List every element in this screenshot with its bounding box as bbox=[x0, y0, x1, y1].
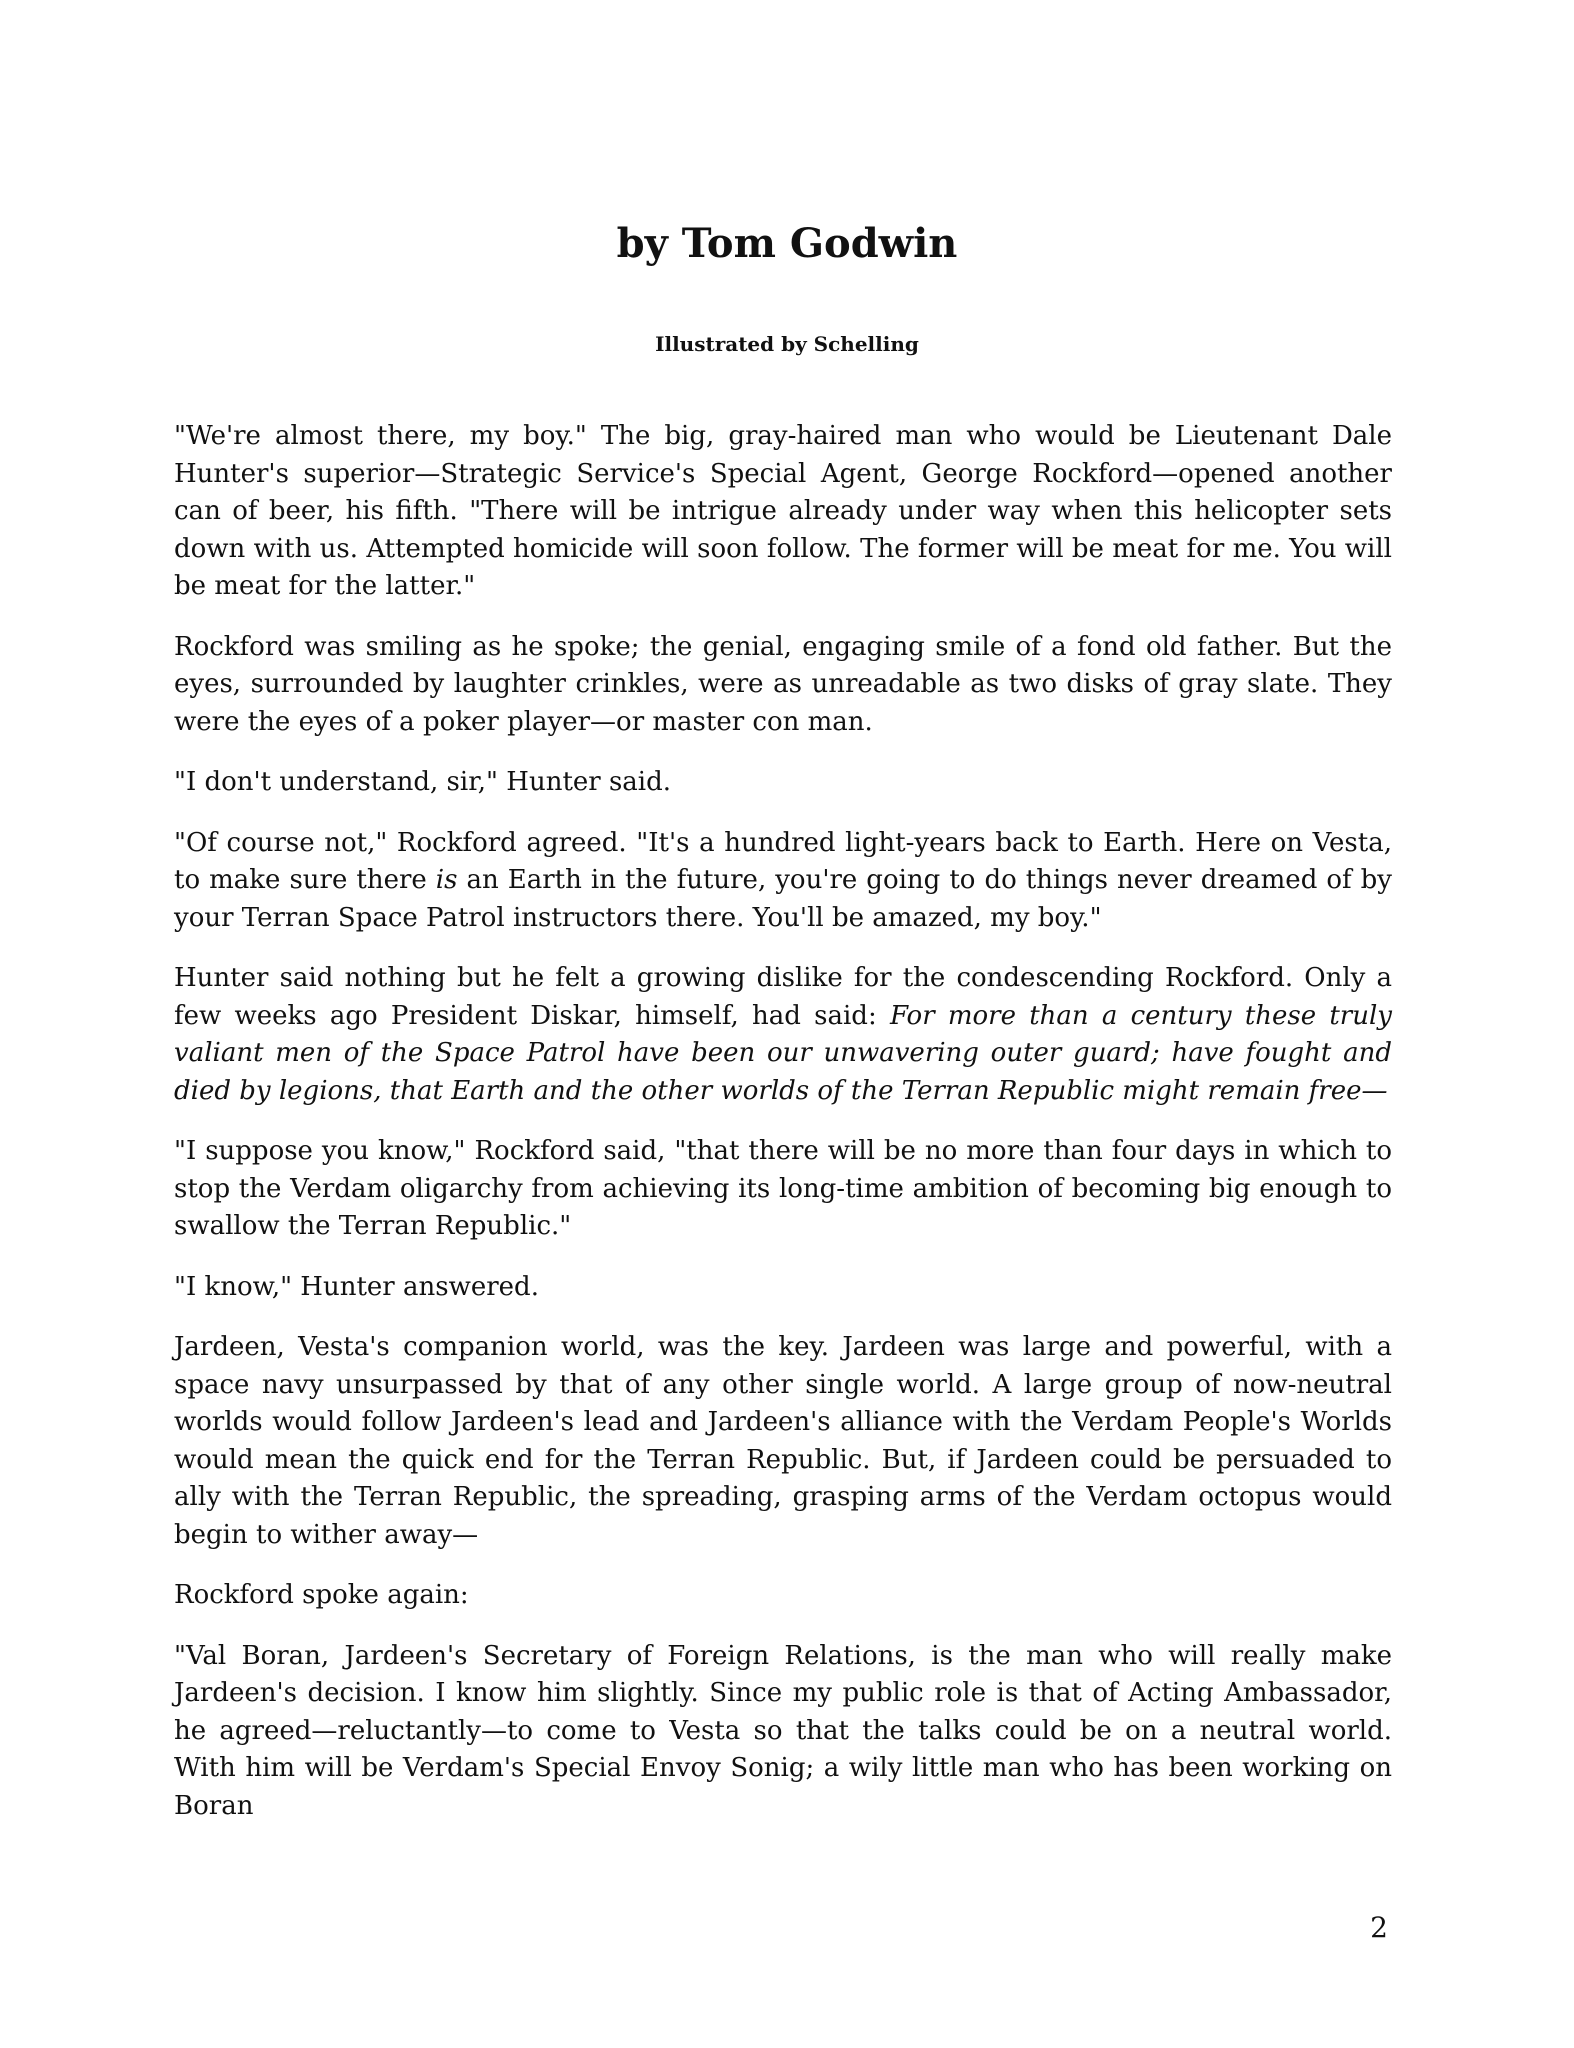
text-run: "I don't understand, sir," Hunter said. bbox=[174, 767, 672, 797]
paragraph bbox=[174, 764, 1392, 802]
text-run: Hunter said nothing but he felt a growing dislike for the condescending Rockford. Only a few weeks ago President Diskar, himself, had said: bbox=[174, 963, 1392, 1031]
page-number: 2 bbox=[1370, 1911, 1388, 1944]
text-run: an Earth in the future, you're going to do things never dreamed of by your Terran Space Patrol instructors there. You'll be amazed, my boy." bbox=[174, 865, 1392, 933]
text-run: Rockford was smiling as he spoke; the genial, engaging smile of a fond old father. But the eyes, surrounded by laughter crinkles, were as unreadable as two disks of gray slate. They were the eyes of a poker player—or master con man. bbox=[174, 631, 1392, 737]
text-run: "I know," Hunter answered. bbox=[174, 1271, 539, 1302]
text-run: "We're almost there, my boy." The big, gray-haired man who would be Lieutenant Dale Hunter's superior—Strategic Service's Special Agent, George Rockford—opened another can of beer, his fifth. "There will be intrigue already under way when this helicopter sets down with us. Attempted homicide will soon follow. The former will be meat for me. You will be meat for the latter." bbox=[174, 421, 1392, 601]
italic-text: is bbox=[435, 865, 458, 895]
paragraph bbox=[174, 1133, 1392, 1246]
paragraph bbox=[174, 1329, 1392, 1554]
paragraph bbox=[174, 629, 1392, 742]
text-run: Jardeen, Vesta's companion world, was the key. Jardeen was large and powerful, with a space navy unsurpassed by that of any other single world. A large group of now-neutral worlds would follow Jardeen's lead and Jardeen's alliance with the Verdam People's Worlds would mean the quick end for the Terran Republic. But, if Jardeen could be persuaded to ally with the Terran Republic, the spreading, grasping arms of the Verdam octopus would begin to wither away— bbox=[174, 1332, 1392, 1550]
paragraph bbox=[174, 1638, 1392, 1826]
byline: by Tom Godwin bbox=[616, 220, 958, 267]
text-run: "Val Boran, Jardeen's Secretary of Foreign Relations, is the man who will really make Jardeen's decision. I know him slightly. Since my public role is that of Acting Ambassador, he agreed—reluctantly—to come to Vesta so that the talks could be on a neutral world. With him will be Verdam's Special Envoy Sonig; a wily little man who has been working on Boran bbox=[174, 1640, 1392, 1821]
paragraph bbox=[174, 960, 1392, 1110]
illustrator-credit: Illustrated by Schelling bbox=[655, 332, 919, 356]
paragraph bbox=[174, 418, 1392, 606]
paragraph bbox=[174, 825, 1392, 938]
text-run: Rockford spoke again: bbox=[174, 1580, 469, 1610]
italic-text: For more than a century these truly valiant men of the Space Patrol have been our unwavering outer guard; have fought and died by legions, that Earth and the other worlds of the Terran Republic might remain free— bbox=[174, 1000, 1392, 1106]
paragraph bbox=[174, 1577, 1392, 1615]
paragraph bbox=[174, 1269, 1392, 1307]
text-run: "Of course not," Rockford agreed. "It's a hundred light-years back to Earth. Here on Vesta, to make sure there bbox=[174, 827, 1392, 895]
text-run: "I suppose you know," Rockford said, "that there will be no more than four days in which to stop the Verdam oligarchy from achieving its long-time ambition of becoming big enough to swallow the Terran Republic." bbox=[174, 1136, 1392, 1241]
body-text bbox=[174, 418, 1392, 1848]
